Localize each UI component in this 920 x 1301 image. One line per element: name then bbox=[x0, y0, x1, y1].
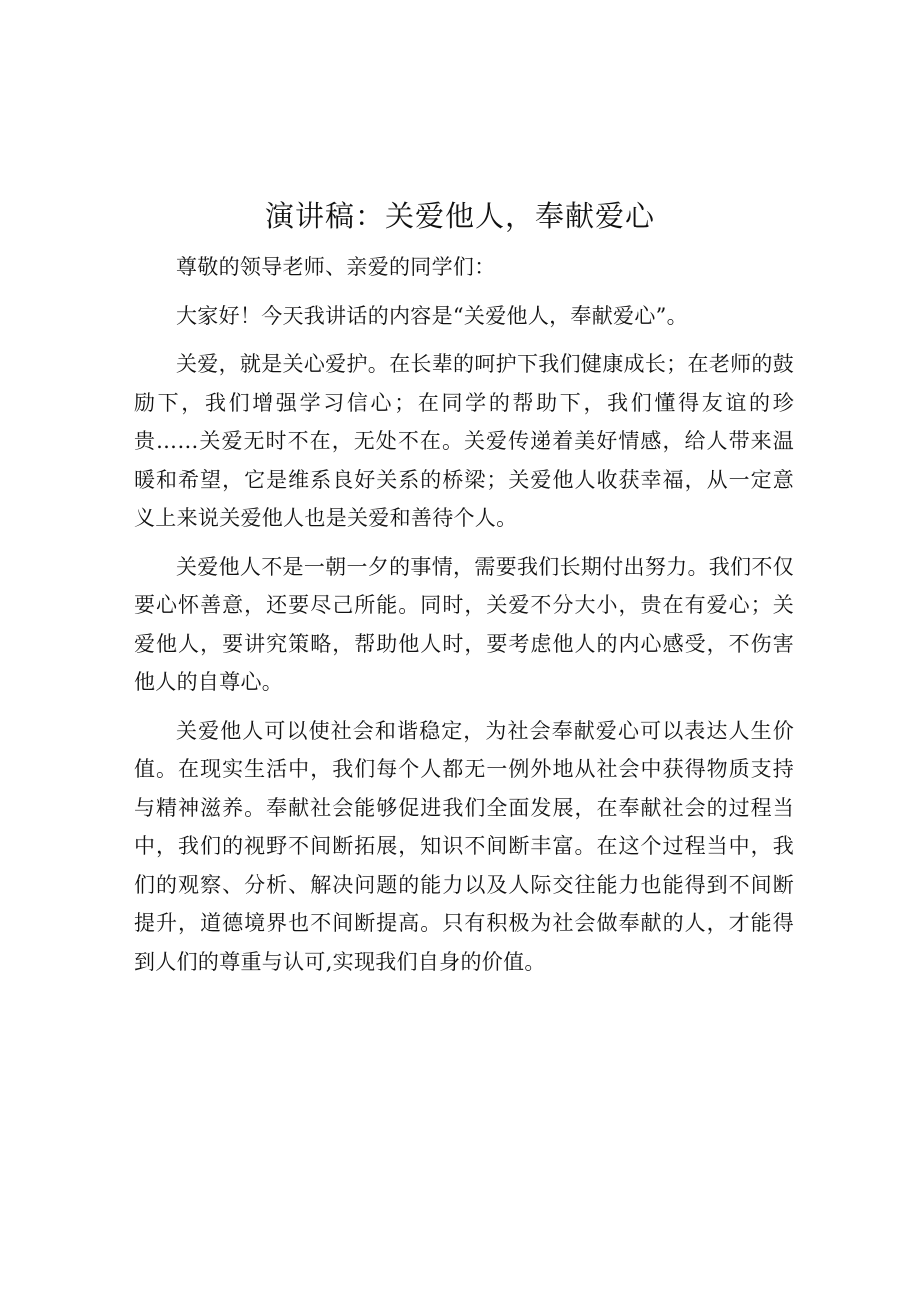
paragraph: 关爱他人不是一朝一夕的事情，需要我们长期付出努力。我们不仅要心怀善意，还要尽己所能。同时，关爱不分大小，贵在有爱心；关爱他人，要讲究策略，帮助他人时，要考虑他人的内心感受，不伤害他人的自尊心。 bbox=[134, 554, 794, 694]
paragraph: 关爱他人可以使社会和谐稳定，为社会奉献爱心可以表达人生价值。在现实生活中，我们每个人都无一例外地从社会中获得物质支持与精神滋养。奉献社会能够促进我们全面发展，在奉献社会的过程当中，我们的视野不间断拓展，知识不间断丰富。在这个过程当中，我们的观察、分析、解决问题的能力以及人际交往能力也能得到不间断提升，道德境界也不间断提高。只有积极为社会做奉献的人，才能得到人们的尊重与认可,实现我们自身的价值。 bbox=[134, 718, 794, 974]
paragraph: 关爱，就是关心爱护。在长辈的呵护下我们健康成长；在老师的鼓励下，我们增强学习信心；在同学的帮助下，我们懂得友谊的珍贵……关爱无时不在，无处不在。关爱传递着美好情感，给人带来温暖和希望，它是维系良好关系的桥梁；关爱他人收获幸福，从一定意义上来说关爱他人也是关爱和善待个人。 bbox=[134, 352, 794, 530]
document-title: 演讲稿：关爱他人，奉献爱心 bbox=[264, 199, 655, 233]
document-body bbox=[134, 248, 794, 981]
greeting: 大家好！今天我讲话的内容是“关爱他人，奉献爱心”。 bbox=[176, 303, 688, 328]
salutation: 尊敬的领导老师、亲爱的同学们： bbox=[176, 255, 496, 279]
